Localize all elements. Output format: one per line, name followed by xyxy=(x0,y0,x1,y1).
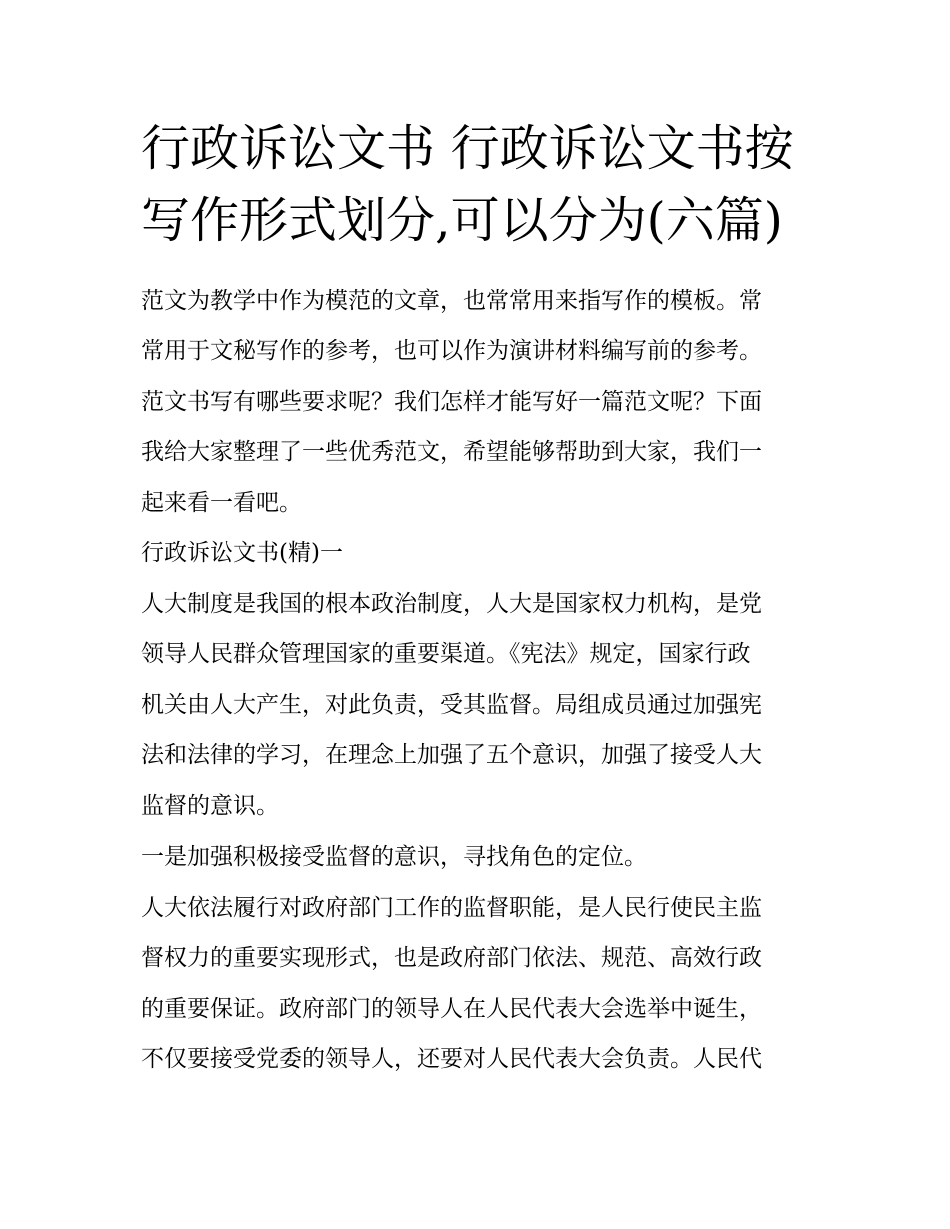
body-line: 我给大家整理了一些优秀范文，希望能够帮助到大家，我们一 xyxy=(141,439,762,465)
body-line: 监督的意识。 xyxy=(141,793,279,819)
body-line: 起来看一看吧。 xyxy=(141,490,302,516)
body-line: 人大依法履行对政府部门工作的监督职能，是人民行使民主监 xyxy=(141,895,762,921)
body-line: 机关由人大产生，对此负责，受其监督。局组成员通过加强宪 xyxy=(141,692,762,718)
section-heading: 行政诉讼文书(精)一 xyxy=(141,540,343,566)
body-line: 督权力的重要实现形式，也是政府部门依法、规范、高效行政 xyxy=(141,945,762,971)
body-line: 范文书写有哪些要求呢？我们怎样才能写好一篇范文呢？下面 xyxy=(141,389,762,415)
document-title: 行政诉讼文书 行政诉讼文书按写作形式划分,可以分为(六篇) xyxy=(141,120,794,249)
body-line: 法和法律的学习，在理念上加强了五个意识，加强了接受人大 xyxy=(141,742,762,768)
body-line: 人大制度是我国的根本政治制度，人大是国家权力机构，是党 xyxy=(141,591,762,617)
body-line: 一是加强积极接受监督的意识，寻找角色的定位。 xyxy=(141,844,647,870)
body-line: 范文为教学中作为模范的文章，也常常用来指写作的模板。常 xyxy=(141,288,762,314)
body-line: 常用于文秘写作的参考，也可以作为演讲材料编写前的参考。 xyxy=(141,338,762,364)
body-line: 的重要保证。政府部门的领导人在人民代表大会选举中诞生， xyxy=(141,996,762,1022)
body-line: 领导人民群众管理国家的重要渠道。《宪法》规定，国家行政 xyxy=(141,641,751,667)
body-line: 不仅要接受党委的领导人，还要对人民代表大会负责。人民代 xyxy=(141,1046,762,1072)
